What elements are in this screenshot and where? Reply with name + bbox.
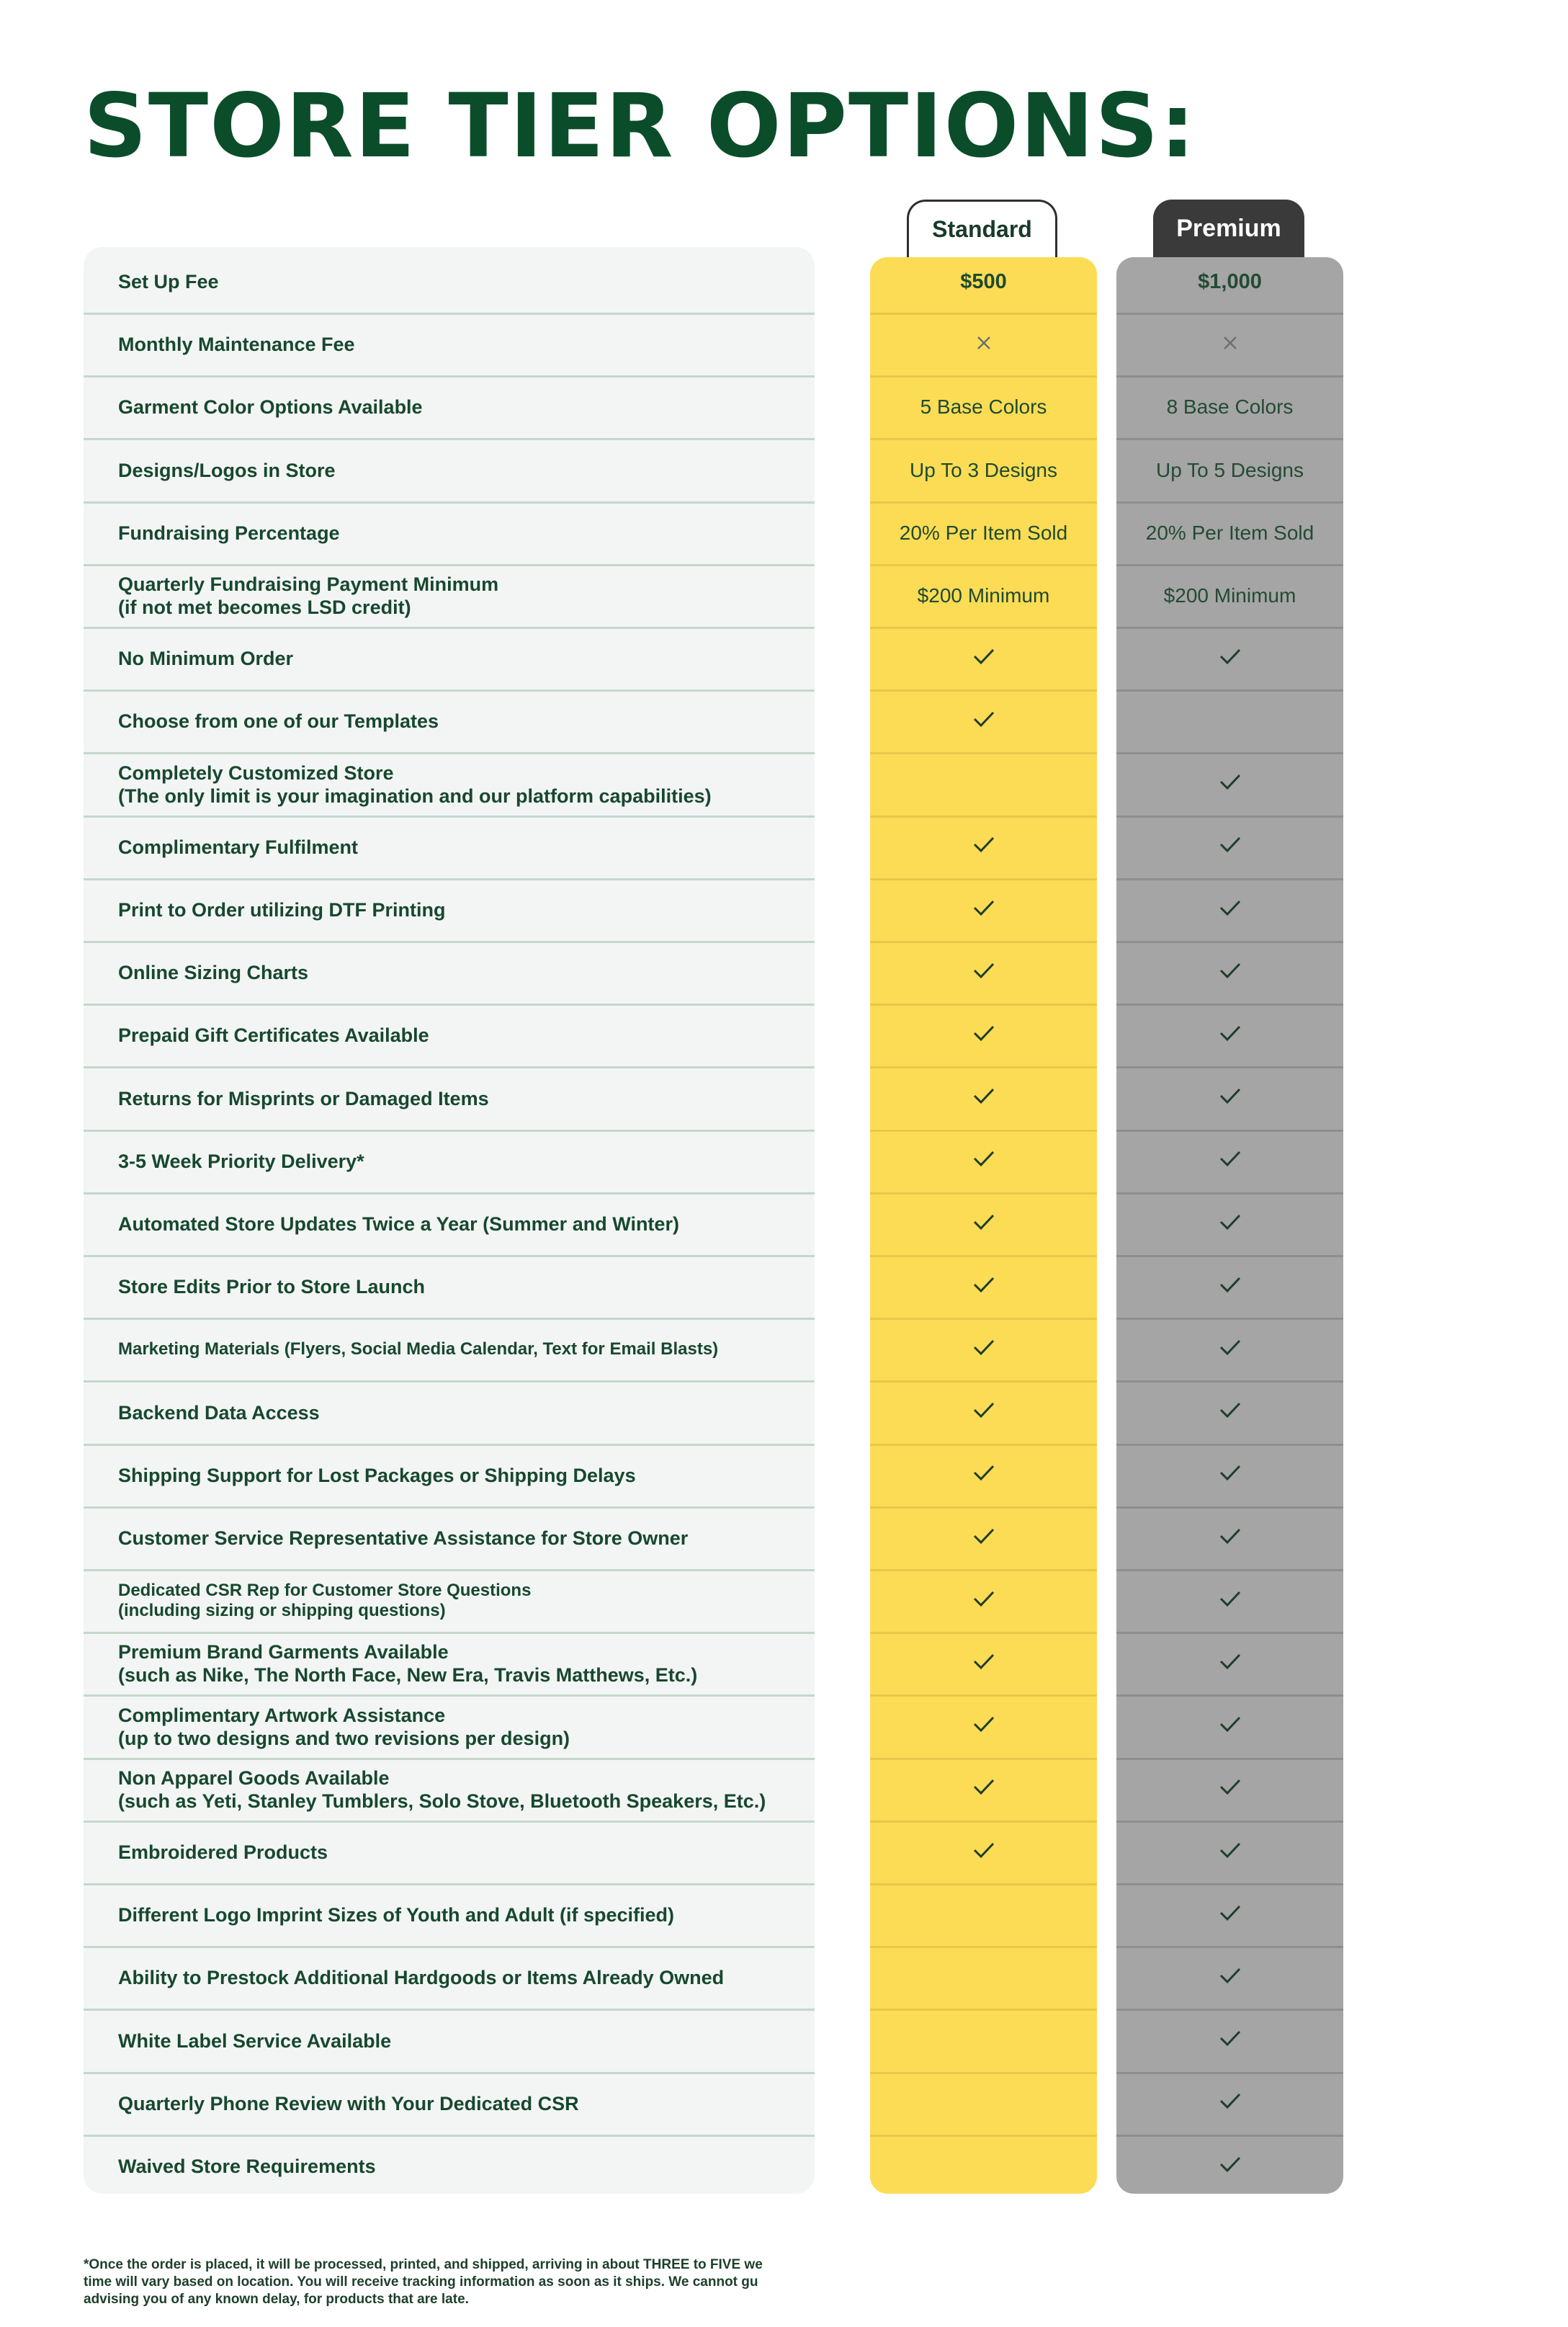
- check-icon: [972, 647, 995, 671]
- check-icon: [1219, 1401, 1242, 1424]
- feature-name: Designs/Logos in Store: [118, 459, 336, 481]
- table-row: [0, 1130, 1568, 1193]
- feature-label: [118, 627, 795, 690]
- premium-value: Up To 5 Designs: [1156, 458, 1304, 481]
- standard-cell: [870, 753, 1097, 816]
- feature-label: [118, 878, 795, 942]
- check-icon: [1219, 1527, 1242, 1550]
- standard-cell: [870, 375, 1097, 439]
- standard-cell: [870, 1067, 1097, 1130]
- standard-cell: [870, 689, 1097, 753]
- table-row: [0, 439, 1568, 502]
- feature-label: [118, 689, 795, 753]
- feature-label: [118, 1821, 795, 1884]
- feature-label: [118, 1695, 795, 1759]
- check-icon: [1219, 1149, 1242, 1173]
- standard-cell: [870, 1318, 1097, 1381]
- feature-label: [118, 564, 795, 627]
- feature-name: Print to Order utilizing DTF Printing: [118, 899, 446, 921]
- tab-premium: Premium: [1153, 200, 1304, 257]
- premium-value: 20% Per Item Sold: [1145, 521, 1314, 544]
- standard-cell: [870, 1758, 1097, 1821]
- table-row: [0, 2135, 1568, 2198]
- premium-cell: [1116, 313, 1343, 376]
- feature-name: No Minimum Order: [118, 648, 294, 670]
- feature-label: [118, 816, 795, 879]
- feature-name: Automated Store Updates Twice a Year (Summer and Winter): [118, 1213, 679, 1235]
- feature-name: Ability to Prestock Additional Hardgoods or Items Already Owned: [118, 1967, 725, 1989]
- table-row: [0, 1004, 1568, 1067]
- standard-cell: [870, 2009, 1097, 2073]
- standard-value: Up To 3 Designs: [910, 458, 1057, 481]
- tab-standard: Standard: [907, 200, 1057, 257]
- feature-name: Quarterly Phone Review with Your Dedicated CSR: [118, 2092, 579, 2114]
- check-icon: [972, 1777, 995, 1801]
- check-icon: [972, 1338, 995, 1362]
- table-row: [0, 1318, 1568, 1381]
- table-row: [0, 1695, 1568, 1759]
- premium-cell: [1116, 439, 1343, 502]
- standard-cell: [870, 439, 1097, 502]
- premium-value: $200 Minimum: [1163, 584, 1296, 607]
- check-icon: [1219, 2029, 1242, 2053]
- feature-label: [118, 375, 795, 439]
- premium-cell: [1116, 878, 1343, 942]
- standard-cell: [870, 1821, 1097, 1884]
- premium-value: $1,000: [1198, 269, 1262, 293]
- premium-cell: [1116, 1381, 1343, 1444]
- check-icon: [972, 1086, 995, 1110]
- table-row: [0, 1067, 1568, 1130]
- standard-cell: [870, 941, 1097, 1004]
- check-icon: [1219, 1652, 1242, 1676]
- standard-cell: [870, 878, 1097, 942]
- check-icon: [972, 1401, 995, 1424]
- standard-cell: [870, 1255, 1097, 1318]
- feature-label: [118, 2072, 795, 2135]
- feature-name: Completely Customized Store: [118, 761, 394, 784]
- feature-name: Waived Store Requirements: [118, 2156, 376, 2177]
- table-row: [0, 2009, 1568, 2073]
- premium-cell: [1116, 941, 1343, 1004]
- premium-cell: [1116, 250, 1343, 313]
- premium-cell: [1116, 816, 1343, 879]
- feature-name: Non Apparel Goods Available: [118, 1767, 390, 1789]
- premium-cell: [1116, 1130, 1343, 1193]
- table-row: [0, 1381, 1568, 1444]
- table-row: [0, 250, 1568, 313]
- premium-cell: [1116, 1883, 1343, 1947]
- table-row: [0, 1632, 1568, 1695]
- feature-sublabel: (if not met becomes LSD credit): [118, 597, 411, 618]
- feature-sublabel: (such as Nike, The North Face, New Era, Travis Matthews, Etc.): [118, 1664, 698, 1687]
- table-row: [0, 1569, 1568, 1633]
- check-icon: [1219, 1086, 1242, 1110]
- footnote: *Once the order is placed, it will be processed, printed, and shipped, arriving in about THREE to FIVE we time will vary based on location. You will receive tracking information as soon as it ships. We cannot gu advising you of any known delay, for products that are late.: [84, 2257, 763, 2307]
- feature-label: [118, 1067, 795, 1130]
- table-row: [0, 564, 1568, 627]
- table-row: [0, 816, 1568, 879]
- premium-cell: [1116, 1318, 1343, 1381]
- premium-cell: [1116, 375, 1343, 439]
- table-row: [0, 627, 1568, 690]
- standard-cell: [870, 250, 1097, 313]
- premium-cell: [1116, 1255, 1343, 1318]
- premium-cell: [1116, 753, 1343, 816]
- table-row: [0, 1883, 1568, 1947]
- feature-name: Fundraising Percentage: [118, 522, 340, 544]
- feature-name: Set Up Fee: [118, 271, 219, 292]
- premium-cell: [1116, 1695, 1343, 1759]
- standard-cell: [870, 1444, 1097, 1507]
- premium-value: 8 Base Colors: [1166, 396, 1294, 419]
- feature-name: Different Logo Imprint Sizes of Youth and Adult (if specified): [118, 1904, 674, 1926]
- table-row: [0, 941, 1568, 1004]
- check-icon: [1219, 1463, 1242, 1487]
- standard-cell: [870, 1381, 1097, 1444]
- standard-cell: [870, 1569, 1097, 1633]
- feature-label: [118, 1632, 795, 1695]
- check-icon: [1219, 1841, 1242, 1864]
- standard-cell: [870, 1946, 1097, 2009]
- standard-cell: [870, 564, 1097, 627]
- feature-label: [118, 1506, 795, 1570]
- feature-label: [118, 941, 795, 1004]
- check-icon: [972, 1149, 995, 1173]
- table-row: [0, 878, 1568, 942]
- table-row: [0, 1821, 1568, 1884]
- standard-cell: [870, 627, 1097, 690]
- check-icon: [1219, 1715, 1242, 1738]
- check-icon: [1219, 2091, 1242, 2115]
- feature-name: Complimentary Fulfilment: [118, 836, 359, 858]
- premium-cell: [1116, 1569, 1343, 1633]
- feature-label: [118, 1569, 795, 1633]
- feature-name: Dedicated CSR Rep for Customer Store Questions: [118, 1581, 532, 1601]
- check-icon: [972, 1275, 995, 1299]
- premium-cell: [1116, 627, 1343, 690]
- premium-cell: [1116, 2009, 1343, 2073]
- feature-label: [118, 1318, 795, 1381]
- check-icon: [1219, 835, 1242, 859]
- check-icon: [972, 1652, 995, 1676]
- standard-value: $200 Minimum: [917, 584, 1050, 607]
- table-row: [0, 689, 1568, 753]
- feature-label: [118, 2135, 795, 2198]
- standard-value: 5 Base Colors: [920, 396, 1047, 419]
- table-row: [0, 1758, 1568, 1821]
- premium-cell: [1116, 1632, 1343, 1695]
- feature-label: [118, 1946, 795, 2009]
- premium-cell: [1116, 1506, 1343, 1570]
- feature-label: [118, 1004, 795, 1067]
- feature-name: Marketing Materials (Flyers, Social Media Calendar, Text for Email Blasts): [118, 1339, 719, 1359]
- standard-cell: [870, 816, 1097, 879]
- premium-cell: [1116, 1758, 1343, 1821]
- standard-cell: [870, 2135, 1097, 2198]
- feature-label: [118, 2009, 795, 2073]
- premium-cell: [1116, 501, 1343, 565]
- check-icon: [1219, 898, 1242, 922]
- table-row: [0, 1255, 1568, 1318]
- standard-value: $500: [960, 269, 1007, 293]
- table-row: [0, 501, 1568, 565]
- feature-name: Complimentary Artwork Assistance: [118, 1704, 446, 1726]
- check-icon: [1219, 1338, 1242, 1362]
- check-icon: [972, 1212, 995, 1236]
- premium-cell: [1116, 689, 1343, 753]
- standard-cell: [870, 1192, 1097, 1256]
- feature-name: Online Sizing Charts: [118, 962, 309, 984]
- cross-icon: [976, 333, 992, 356]
- check-icon: [1219, 772, 1242, 796]
- premium-cell: [1116, 1946, 1343, 2009]
- feature-name: White Label Service Available: [118, 2029, 392, 2052]
- standard-cell: [870, 313, 1097, 376]
- standard-cell: [870, 1506, 1097, 1570]
- feature-sublabel: (The only limit is your imagination and our platform capabilities): [118, 785, 712, 807]
- table-row: [0, 1946, 1568, 2009]
- feature-label: [118, 1381, 795, 1444]
- feature-label: [118, 1192, 795, 1256]
- standard-cell: [870, 2072, 1097, 2135]
- table-row: [0, 1192, 1568, 1256]
- feature-label: [118, 1444, 795, 1507]
- premium-cell: [1116, 564, 1343, 627]
- check-icon: [972, 1715, 995, 1738]
- check-icon: [972, 710, 995, 733]
- premium-cell: [1116, 1444, 1343, 1507]
- check-icon: [972, 961, 995, 985]
- standard-cell: [870, 1130, 1097, 1193]
- feature-label: [118, 753, 795, 816]
- check-icon: [1219, 1024, 1242, 1048]
- feature-name: Returns for Misprints or Damaged Items: [118, 1087, 489, 1109]
- check-icon: [1219, 647, 1242, 671]
- feature-name: Choose from one of our Templates: [118, 710, 439, 733]
- check-icon: [1219, 1777, 1242, 1801]
- check-icon: [972, 1841, 995, 1864]
- feature-sublabel: (including sizing or shipping questions): [118, 1601, 446, 1621]
- premium-cell: [1116, 2072, 1343, 2135]
- feature-name: Shipping Support for Lost Packages or Shipping Delays: [118, 1464, 636, 1486]
- feature-label: [118, 1758, 795, 1821]
- feature-name: Embroidered Products: [118, 1841, 328, 1863]
- feature-name: Monthly Maintenance Fee: [118, 334, 355, 356]
- feature-name: 3-5 Week Priority Delivery*: [118, 1150, 364, 1172]
- table-row: [0, 1444, 1568, 1507]
- cross-icon: [1222, 333, 1238, 356]
- standard-cell: [870, 1632, 1097, 1695]
- check-icon: [1219, 961, 1242, 985]
- standard-cell: [870, 1695, 1097, 1759]
- check-icon: [972, 835, 995, 859]
- feature-name: Backend Data Access: [118, 1401, 320, 1424]
- check-icon: [1219, 2155, 1242, 2179]
- table-row: [0, 313, 1568, 376]
- feature-name: Quarterly Fundraising Payment Minimum: [118, 573, 499, 595]
- table-row: [0, 375, 1568, 439]
- feature-name: Store Edits Prior to Store Launch: [118, 1276, 426, 1298]
- check-icon: [1219, 1589, 1242, 1613]
- check-icon: [1219, 1212, 1242, 1236]
- feature-name: Prepaid Gift Certificates Available: [118, 1024, 429, 1047]
- feature-label: [118, 1883, 795, 1947]
- page-title: STORE TIER OPTIONS:: [84, 75, 1197, 177]
- feature-label: [118, 501, 795, 565]
- premium-cell: [1116, 1067, 1343, 1130]
- check-icon: [972, 1024, 995, 1048]
- table-row: [0, 2072, 1568, 2135]
- check-icon: [972, 898, 995, 922]
- feature-name: Premium Brand Garments Available: [118, 1641, 449, 1663]
- feature-name: Garment Color Options Available: [118, 396, 423, 419]
- standard-cell: [870, 1883, 1097, 1947]
- table-row: [0, 753, 1568, 816]
- feature-name: Customer Service Representative Assistance for Store Owner: [118, 1527, 689, 1549]
- check-icon: [1219, 1966, 1242, 1990]
- feature-label: [118, 313, 795, 376]
- feature-sublabel: (such as Yeti, Stanley Tumblers, Solo Stove, Bluetooth Speakers, Etc.): [118, 1790, 766, 1812]
- check-icon: [972, 1589, 995, 1613]
- premium-cell: [1116, 1192, 1343, 1256]
- feature-label: [118, 1255, 795, 1318]
- premium-cell: [1116, 1821, 1343, 1884]
- table-row: [0, 1506, 1568, 1570]
- feature-label: [118, 1130, 795, 1193]
- standard-cell: [870, 501, 1097, 565]
- standard-value: 20% Per Item Sold: [899, 521, 1068, 544]
- premium-cell: [1116, 2135, 1343, 2198]
- feature-sublabel: (up to two designs and two revisions per design): [118, 1727, 570, 1749]
- check-icon: [1219, 1275, 1242, 1299]
- standard-cell: [870, 1004, 1097, 1067]
- feature-label: [118, 250, 795, 313]
- check-icon: [1219, 1903, 1242, 1927]
- feature-label: [118, 439, 795, 502]
- check-icon: [972, 1463, 995, 1487]
- check-icon: [972, 1527, 995, 1550]
- premium-cell: [1116, 1004, 1343, 1067]
